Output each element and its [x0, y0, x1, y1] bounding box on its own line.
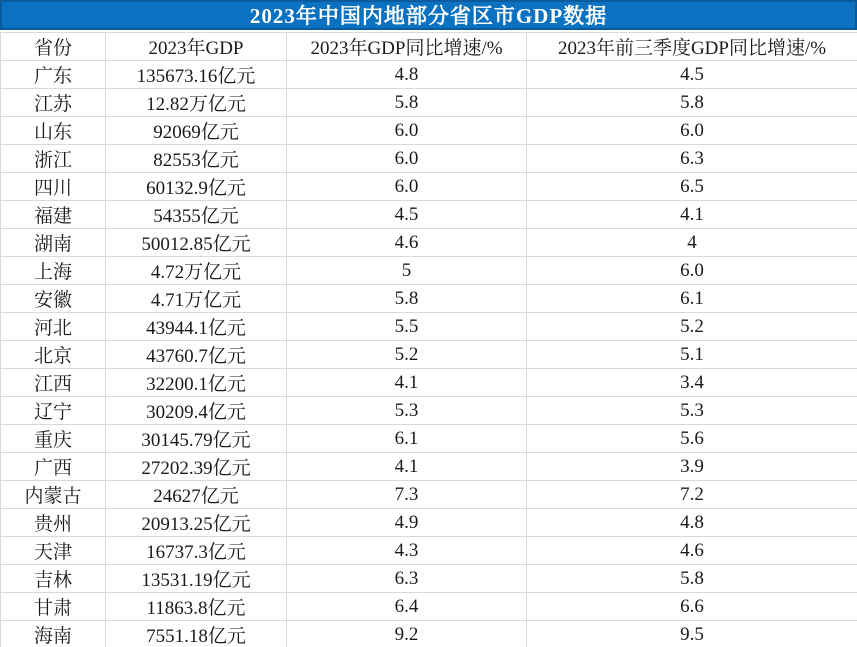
yoy-growth-cell: 5.2: [287, 341, 527, 369]
table-row: [1, 425, 857, 453]
table-row: [1, 285, 857, 313]
yoy-growth-cell: 6.0: [287, 117, 527, 145]
q3-yoy-growth-cell: 6.0: [527, 257, 857, 285]
table-row: [1, 593, 857, 621]
yoy-growth-cell: 5.5: [287, 313, 527, 341]
gdp-value-cell: 16737.3亿元: [106, 537, 287, 565]
header-gdp-2023: 2023年GDP: [106, 33, 287, 61]
gdp-value-cell: 20913.25亿元: [106, 509, 287, 537]
gdp-value-cell: 54355亿元: [106, 201, 287, 229]
province-cell: 甘肃: [1, 593, 106, 621]
yoy-growth-cell: 4.5: [287, 201, 527, 229]
table-row: [1, 453, 857, 481]
table-row: [1, 481, 857, 509]
gdp-value-cell: 4.72万亿元: [106, 257, 287, 285]
q3-yoy-growth-cell: 6.0: [527, 117, 857, 145]
province-cell: 北京: [1, 341, 106, 369]
table-row: [1, 201, 857, 229]
gdp-value-cell: 43944.1亿元: [106, 313, 287, 341]
q3-yoy-growth-cell: 7.2: [527, 481, 857, 509]
yoy-growth-cell: 4.3: [287, 537, 527, 565]
table-row: [1, 621, 857, 647]
province-cell: 海南: [1, 621, 106, 647]
q3-yoy-growth-cell: 5.8: [527, 565, 857, 593]
table-row: [1, 145, 857, 173]
province-cell: 重庆: [1, 425, 106, 453]
gdp-value-cell: 135673.16亿元: [106, 61, 287, 89]
gdp-table-body: [1, 61, 857, 647]
gdp-value-cell: 7551.18亿元: [106, 621, 287, 647]
gdp-value-cell: 27202.39亿元: [106, 453, 287, 481]
header-q3-yoy-growth-2023: 2023年前三季度GDP同比增速/%: [527, 33, 857, 61]
q3-yoy-growth-cell: 4.1: [527, 201, 857, 229]
yoy-growth-cell: 5.3: [287, 397, 527, 425]
province-cell: 辽宁: [1, 397, 106, 425]
table-row: [1, 397, 857, 425]
yoy-growth-cell: 4.8: [287, 61, 527, 89]
province-cell: 安徽: [1, 285, 106, 313]
q3-yoy-growth-cell: 5.8: [527, 89, 857, 117]
gdp-value-cell: 60132.9亿元: [106, 173, 287, 201]
province-cell: 四川: [1, 173, 106, 201]
province-cell: 福建: [1, 201, 106, 229]
yoy-growth-cell: 6.0: [287, 145, 527, 173]
table-row: [1, 229, 857, 257]
q3-yoy-growth-cell: 9.5: [527, 621, 857, 647]
yoy-growth-cell: 9.2: [287, 621, 527, 647]
gdp-value-cell: 32200.1亿元: [106, 369, 287, 397]
q3-yoy-growth-cell: 4.6: [527, 537, 857, 565]
gdp-value-cell: 50012.85亿元: [106, 229, 287, 257]
q3-yoy-growth-cell: 5.2: [527, 313, 857, 341]
yoy-growth-cell: 4.6: [287, 229, 527, 257]
header-row: [1, 33, 857, 61]
yoy-growth-cell: 6.1: [287, 425, 527, 453]
q3-yoy-growth-cell: 5.3: [527, 397, 857, 425]
yoy-growth-cell: 4.1: [287, 369, 527, 397]
province-cell: 江西: [1, 369, 106, 397]
province-cell: 河北: [1, 313, 106, 341]
province-cell: 山东: [1, 117, 106, 145]
header-province: 省份: [1, 33, 106, 61]
q3-yoy-growth-cell: 6.5: [527, 173, 857, 201]
table-row: [1, 61, 857, 89]
yoy-growth-cell: 6.3: [287, 565, 527, 593]
q3-yoy-growth-cell: 5.6: [527, 425, 857, 453]
table-row: [1, 341, 857, 369]
table-row: [1, 369, 857, 397]
gdp-value-cell: 30145.79亿元: [106, 425, 287, 453]
q3-yoy-growth-cell: 4.8: [527, 509, 857, 537]
table-title: 2023年中国内地部分省区市GDP数据: [0, 0, 857, 30]
table-row: [1, 173, 857, 201]
table-row: [1, 537, 857, 565]
province-cell: 吉林: [1, 565, 106, 593]
yoy-growth-cell: 5.8: [287, 285, 527, 313]
q3-yoy-growth-cell: 6.1: [527, 285, 857, 313]
province-cell: 贵州: [1, 509, 106, 537]
province-cell: 上海: [1, 257, 106, 285]
gdp-value-cell: 12.82万亿元: [106, 89, 287, 117]
q3-yoy-growth-cell: 5.1: [527, 341, 857, 369]
province-cell: 湖南: [1, 229, 106, 257]
province-cell: 内蒙古: [1, 481, 106, 509]
gdp-value-cell: 13531.19亿元: [106, 565, 287, 593]
q3-yoy-growth-cell: 3.4: [527, 369, 857, 397]
table-row: [1, 565, 857, 593]
table-row: [1, 313, 857, 341]
province-cell: 天津: [1, 537, 106, 565]
yoy-growth-cell: 4.9: [287, 509, 527, 537]
yoy-growth-cell: 6.0: [287, 173, 527, 201]
province-cell: 广西: [1, 453, 106, 481]
q3-yoy-growth-cell: 6.6: [527, 593, 857, 621]
table-row: [1, 117, 857, 145]
gdp-value-cell: 30209.4亿元: [106, 397, 287, 425]
q3-yoy-growth-cell: 4.5: [527, 61, 857, 89]
province-cell: 江苏: [1, 89, 106, 117]
yoy-growth-cell: 4.1: [287, 453, 527, 481]
yoy-growth-cell: 5: [287, 257, 527, 285]
table-row: [1, 89, 857, 117]
q3-yoy-growth-cell: 4: [527, 229, 857, 257]
table-row: [1, 509, 857, 537]
yoy-growth-cell: 5.8: [287, 89, 527, 117]
q3-yoy-growth-cell: 6.3: [527, 145, 857, 173]
gdp-value-cell: 24627亿元: [106, 481, 287, 509]
gdp-value-cell: 11863.8亿元: [106, 593, 287, 621]
gdp-value-cell: 92069亿元: [106, 117, 287, 145]
q3-yoy-growth-cell: 3.9: [527, 453, 857, 481]
header-yoy-growth-2023: 2023年GDP同比增速/%: [287, 33, 527, 61]
gdp-value-cell: 4.71万亿元: [106, 285, 287, 313]
table-row: [1, 257, 857, 285]
gdp-value-cell: 82553亿元: [106, 145, 287, 173]
yoy-growth-cell: 6.4: [287, 593, 527, 621]
yoy-growth-cell: 7.3: [287, 481, 527, 509]
province-cell: 浙江: [1, 145, 106, 173]
gdp-table: [0, 32, 857, 647]
province-cell: 广东: [1, 61, 106, 89]
gdp-value-cell: 43760.7亿元: [106, 341, 287, 369]
